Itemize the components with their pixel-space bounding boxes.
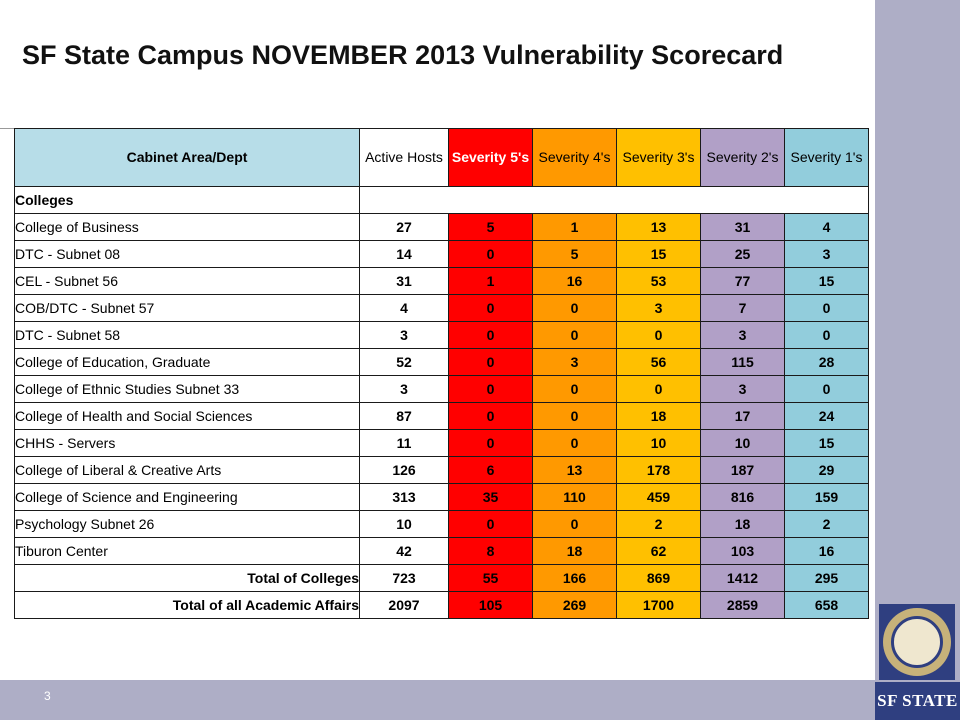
severity-4-value: 110 bbox=[533, 484, 617, 511]
severity-5-value: 0 bbox=[449, 376, 533, 403]
severity-4-value: 0 bbox=[533, 376, 617, 403]
severity-3-value: 1700 bbox=[617, 592, 701, 619]
seal-emblem-icon bbox=[883, 608, 951, 676]
active-hosts-value: 10 bbox=[360, 511, 449, 538]
severity-4-value: 5 bbox=[533, 241, 617, 268]
table-row bbox=[15, 376, 869, 403]
page-number: 3 bbox=[44, 689, 51, 703]
table-row bbox=[15, 214, 869, 241]
severity-3-value: 459 bbox=[617, 484, 701, 511]
severity-2-value: 1412 bbox=[701, 565, 785, 592]
severity-1-value: 15 bbox=[785, 430, 869, 457]
active-hosts-value: 313 bbox=[360, 484, 449, 511]
severity-3-value: 53 bbox=[617, 268, 701, 295]
severity-2-value: 25 bbox=[701, 241, 785, 268]
severity-1-value: 0 bbox=[785, 376, 869, 403]
table-row bbox=[15, 295, 869, 322]
header-active-hosts: Active Hosts bbox=[360, 129, 449, 187]
dept-name: College of Education, Graduate bbox=[15, 349, 360, 376]
total-label: Total of all Academic Affairs bbox=[15, 592, 360, 619]
severity-2-value: 816 bbox=[701, 484, 785, 511]
dept-name: Tiburon Center bbox=[15, 538, 360, 565]
table-header-row bbox=[15, 129, 869, 187]
severity-4-value: 0 bbox=[533, 295, 617, 322]
active-hosts-value: 87 bbox=[360, 403, 449, 430]
dept-name: COB/DTC - Subnet 57 bbox=[15, 295, 360, 322]
active-hosts-value: 2097 bbox=[360, 592, 449, 619]
severity-5-value: 8 bbox=[449, 538, 533, 565]
header-severity-3: Severity 3's bbox=[617, 129, 701, 187]
table-row bbox=[15, 511, 869, 538]
active-hosts-value: 3 bbox=[360, 376, 449, 403]
dept-name: Psychology Subnet 26 bbox=[15, 511, 360, 538]
severity-5-value: 0 bbox=[449, 241, 533, 268]
severity-4-value: 3 bbox=[533, 349, 617, 376]
dept-name: College of Science and Engineering bbox=[15, 484, 360, 511]
severity-5-value: 0 bbox=[449, 403, 533, 430]
header-severity-5: Severity 5's bbox=[449, 129, 533, 187]
severity-3-value: 13 bbox=[617, 214, 701, 241]
severity-4-value: 13 bbox=[533, 457, 617, 484]
severity-1-value: 0 bbox=[785, 295, 869, 322]
slide-title: SF State Campus NOVEMBER 2013 Vulnerability Scorecard bbox=[22, 40, 784, 70]
total-label: Total of Colleges bbox=[15, 565, 360, 592]
severity-4-value: 16 bbox=[533, 268, 617, 295]
table-row bbox=[15, 538, 869, 565]
severity-3-value: 0 bbox=[617, 322, 701, 349]
total-row bbox=[15, 592, 869, 619]
severity-2-value: 17 bbox=[701, 403, 785, 430]
severity-2-value: 187 bbox=[701, 457, 785, 484]
severity-1-value: 4 bbox=[785, 214, 869, 241]
university-seal bbox=[879, 604, 955, 680]
severity-3-value: 0 bbox=[617, 376, 701, 403]
active-hosts-value: 27 bbox=[360, 214, 449, 241]
severity-2-value: 115 bbox=[701, 349, 785, 376]
section-row-colleges bbox=[15, 187, 869, 214]
severity-1-value: 3 bbox=[785, 241, 869, 268]
table-row bbox=[15, 268, 869, 295]
severity-5-value: 6 bbox=[449, 457, 533, 484]
active-hosts-value: 31 bbox=[360, 268, 449, 295]
header-severity-1: Severity 1's bbox=[785, 129, 869, 187]
severity-2-value: 77 bbox=[701, 268, 785, 295]
dept-name: DTC - Subnet 08 bbox=[15, 241, 360, 268]
severity-4-value: 0 bbox=[533, 403, 617, 430]
bottom-frame-bar bbox=[0, 680, 875, 720]
severity-1-value: 159 bbox=[785, 484, 869, 511]
severity-4-value: 1 bbox=[533, 214, 617, 241]
severity-3-value: 18 bbox=[617, 403, 701, 430]
severity-4-value: 269 bbox=[533, 592, 617, 619]
header-severity-2: Severity 2's bbox=[701, 129, 785, 187]
table-row bbox=[15, 457, 869, 484]
active-hosts-value: 723 bbox=[360, 565, 449, 592]
sf-state-logo: SF STATE bbox=[875, 682, 960, 720]
severity-5-value: 0 bbox=[449, 349, 533, 376]
table-row bbox=[15, 484, 869, 511]
severity-4-value: 0 bbox=[533, 322, 617, 349]
active-hosts-value: 11 bbox=[360, 430, 449, 457]
active-hosts-value: 126 bbox=[360, 457, 449, 484]
table-row bbox=[15, 322, 869, 349]
severity-5-value: 55 bbox=[449, 565, 533, 592]
severity-1-value: 24 bbox=[785, 403, 869, 430]
severity-5-value: 0 bbox=[449, 430, 533, 457]
severity-2-value: 18 bbox=[701, 511, 785, 538]
section-label: Colleges bbox=[15, 187, 360, 214]
section-blank-cell bbox=[360, 187, 869, 214]
severity-5-value: 105 bbox=[449, 592, 533, 619]
severity-4-value: 166 bbox=[533, 565, 617, 592]
dept-name: College of Ethnic Studies Subnet 33 bbox=[15, 376, 360, 403]
dept-name: College of Liberal & Creative Arts bbox=[15, 457, 360, 484]
severity-2-value: 3 bbox=[701, 376, 785, 403]
dept-name: CHHS - Servers bbox=[15, 430, 360, 457]
severity-2-value: 7 bbox=[701, 295, 785, 322]
severity-2-value: 10 bbox=[701, 430, 785, 457]
dept-name: College of Health and Social Sciences bbox=[15, 403, 360, 430]
severity-2-value: 2859 bbox=[701, 592, 785, 619]
severity-3-value: 62 bbox=[617, 538, 701, 565]
dept-name: CEL - Subnet 56 bbox=[15, 268, 360, 295]
total-row bbox=[15, 565, 869, 592]
active-hosts-value: 42 bbox=[360, 538, 449, 565]
severity-4-value: 18 bbox=[533, 538, 617, 565]
severity-3-value: 2 bbox=[617, 511, 701, 538]
table-row bbox=[15, 241, 869, 268]
severity-1-value: 2 bbox=[785, 511, 869, 538]
severity-4-value: 0 bbox=[533, 511, 617, 538]
severity-2-value: 103 bbox=[701, 538, 785, 565]
severity-3-value: 869 bbox=[617, 565, 701, 592]
severity-2-value: 3 bbox=[701, 322, 785, 349]
severity-1-value: 15 bbox=[785, 268, 869, 295]
severity-5-value: 0 bbox=[449, 295, 533, 322]
severity-1-value: 0 bbox=[785, 322, 869, 349]
header-cabinet-area: Cabinet Area/Dept bbox=[15, 129, 360, 187]
active-hosts-value: 3 bbox=[360, 322, 449, 349]
severity-1-value: 16 bbox=[785, 538, 869, 565]
active-hosts-value: 14 bbox=[360, 241, 449, 268]
active-hosts-value: 52 bbox=[360, 349, 449, 376]
severity-3-value: 178 bbox=[617, 457, 701, 484]
dept-name: College of Business bbox=[15, 214, 360, 241]
vulnerability-scorecard-table bbox=[14, 128, 869, 619]
severity-5-value: 0 bbox=[449, 322, 533, 349]
severity-5-value: 1 bbox=[449, 268, 533, 295]
header-severity-4: Severity 4's bbox=[533, 129, 617, 187]
dept-name: DTC - Subnet 58 bbox=[15, 322, 360, 349]
severity-3-value: 10 bbox=[617, 430, 701, 457]
table-row bbox=[15, 430, 869, 457]
severity-5-value: 35 bbox=[449, 484, 533, 511]
table-row bbox=[15, 403, 869, 430]
severity-1-value: 28 bbox=[785, 349, 869, 376]
severity-3-value: 56 bbox=[617, 349, 701, 376]
severity-5-value: 0 bbox=[449, 511, 533, 538]
active-hosts-value: 4 bbox=[360, 295, 449, 322]
title-rule bbox=[0, 128, 14, 129]
severity-5-value: 5 bbox=[449, 214, 533, 241]
severity-1-value: 658 bbox=[785, 592, 869, 619]
severity-1-value: 29 bbox=[785, 457, 869, 484]
severity-3-value: 15 bbox=[617, 241, 701, 268]
severity-3-value: 3 bbox=[617, 295, 701, 322]
severity-4-value: 0 bbox=[533, 430, 617, 457]
severity-2-value: 31 bbox=[701, 214, 785, 241]
severity-1-value: 295 bbox=[785, 565, 869, 592]
table-row bbox=[15, 349, 869, 376]
